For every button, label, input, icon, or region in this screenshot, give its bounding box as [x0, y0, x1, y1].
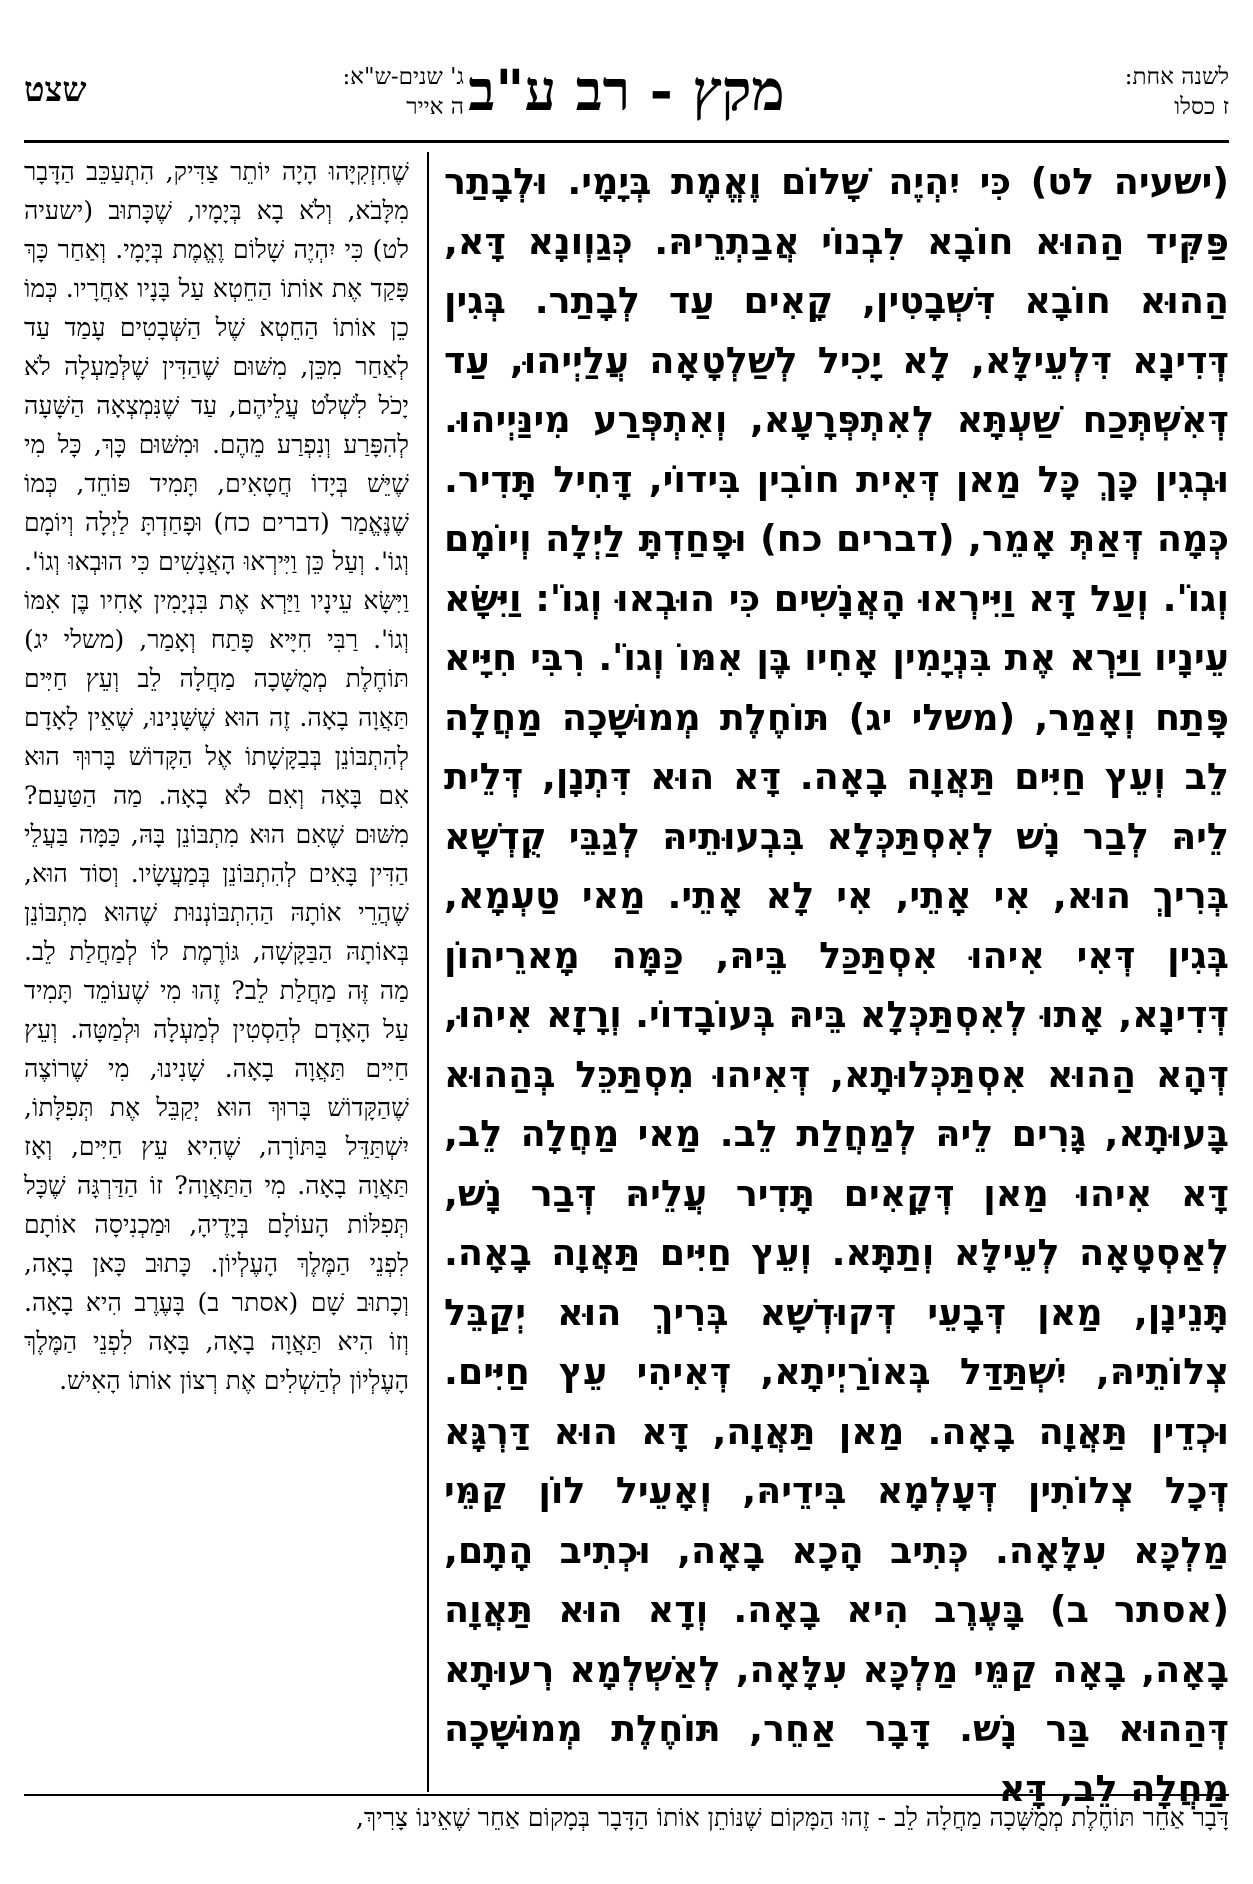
translation-text: שֶׁחִזְקִיָּהוּ הָיָה יוֹתֵר צַדִּיק, הִתְעַכֵּב הַדָּבָר מִלָּבֹא, וְלֹא בָא בְּיָמָיו, שֶׁכָּתוּב (ישעיה לט) כִּי יִהְיֶה שָׁלוֹם וֶאֱמֶת בְּיָמָי. וְאַחַר כָּךְ פָּקַד אֶת אוֹתוֹ הַחֵטְא עַל בָּנָיו אַחֲרָיו. כְּמוֹ כֵן אוֹתוֹ הַחֵטְא שֶׁל הַשְּׁבָטִים עָמַד עַד לְאַחַר מִכֵּן, מִשּׁוּם שֶׁהַדִּין שֶׁלְּמַעְלָה לֹא יָכֹל לִשְׁלֹט עֲלֵיהֶם, עַד שֶׁנִּמְצְאָה הַשָּׁעָה לְהִפָּרַע וְנִפְרַע מֵהֶם. וּמִשּׁוּם כָּךְ, כָּל מִי שֶׁיֵּשׁ בְּיָדוֹ חֲטָאִים, תָּמִיד פּוֹחֵד, כְּמוֹ שֶׁנֶּאֱמַר (דברים כח) וּפָחַדְתָּ לַיְלָה וְיוֹמָם וְגוֹ'. וְעַל כֵּן וַיִּירְאוּ הָאֲנָשִׁים כִּי הוּבְאוּ וְגוֹ'. וַיִּשָּׂא עֵינָיו וַיַּרְא אֶת בִּנְיָמִין אָחִיו בֶּן אִמּוֹ וְגוֹ'. רַבִּי חִיָּיא פָּתַח וְאָמַר, (משלי יג) תּוֹחֶלֶת מְמֻשָּׁכָה מַחֲלָה לֵב וְעֵץ חַיִּים תַּאֲוָה בָאָה. זֶה הוּא שֶׁשָּׁנִינוּ, שֶׁאֵין לָאָדָם לְהִתְבּוֹנֵן בְּבַקָּשָׁתוֹ אֶל הַקָּדוֹשׁ בָּרוּךְ הוּא אִם בָּאָה וְאִם לֹא בָאָה. מַה הַטַּעַם? מִשּׁוּם שֶׁאִם הוּא מִתְבּוֹנֵן בָּהּ, כַּמָּה בַּעֲלֵי הַדִּין בָּאִים לְהִתְבּוֹנֵן בְּמַעֲשָׂיו. וְסוֹד הוּא, שֶׁהֲרֵי אוֹתָהּ הַהִתְבּוֹנְנוּת שֶׁהוּא מִתְבּוֹנֵן בְּאוֹתָהּ הַבַּקָּשָׁה, גּוֹרֶמֶת לוֹ לְמַחֲלַת לֵב. מַה זֶּה מַחֲלַת לֵב? זֶהוּ מִי שֶׁעוֹמֵד תָּמִיד עַל הָאָדָם לְהַסְטִין לְמַעְלָה וּלְמַטָּה. וְעֵץ חַיִּים תַּאֲוָה בָאָה. שָׁנִינוּ, מִי שֶׁרוֹצֶה שֶׁהַקָּדוֹשׁ בָּרוּךְ הוּא יְקַבֵּל אֶת תְּפִלָּתוֹ, יִשְׁתַּדֵּל בַּתּוֹרָה, שֶׁהִיא עֵץ חַיִּים, וְאָז תַּאֲוָה בָאָה. מִי הַתַּאֲוָה? זוֹ הַדַּרְגָּה שֶׁכָּל תְּפִלּוֹת הָעוֹלָם בְּיָדֶיהָ, וּמַכְנִיסָה אוֹתָם לִפְנֵי הַמֶּלֶךְ הָעֶלְיוֹן. כָּתוּב כָּאן בָאָה, וְכָתוּב שָׁם (אסתר ב) בָּעֶרֶב הִיא בָאָה. וְזוֹ הִיא תַּאֲוָה בָאָה, בָּאָה לִפְנֵי הַמֶּלֶךְ הָעֶלְיוֹן לְהַשְׁלִים אֶת רְצוֹן אוֹתוֹ הָאִישׁ. — [24, 157, 409, 1395]
translation-column — [24, 152, 409, 1400]
footer-divider — [24, 1794, 1229, 1796]
header-divider — [24, 140, 1229, 143]
main-text-column — [444, 152, 1229, 1818]
header-three-years-date: ה אייר — [406, 94, 464, 120]
footer-translation-line: דָּבָר אַחֵר תּוֹחֶלֶת מְמֻשָּׁכָה מַחֲלָה לֵב - זֶהוּ הַמָּקוֹם שֶׁנּוֹתֵן אוֹתוֹ הַדָּבָר בְּמָקוֹם אַחֵר שֶׁאֵינוֹ צָרִיךְ, — [355, 1803, 1229, 1832]
main-text: (ישעיה לט) כִּי יִהְיֶה שָׁלוֹם וֶאֱמֶת בְּיָמָי. וּלְבָתַר פַּקִּיד הַהוּא חוֹבָא לִבְנוֹי אֲבַתְרֵיהּ. כְּגַוְונָא דָּא, הַהוּא חוֹבָא דִּשְׁבָטִין, קָאִים עַד לְבָתַר. בְּגִין דְּדִינָא דִּלְעֵילָּא, לָא יָכִיל לְשַׁלְטָאָה עֲלַיְיהוּ, עַד דְּאִשְׁתְּכַח שַׁעְתָּא לְאִתְפְּרָעָא, וְאִתְפְּרַע מִינַּיְיהוּ. וּבְגִין כָּךְ כָּל מַאן דְּאִית חוֹבִין בִּידוֹי, דָּחִיל תָּדִיר. כְּמָה דְּאַתְּ אָמֵר, (דברים כח) וּפָחַדְתָּ לַיְלָה וְיוֹמָם וְגוֹ'. וְעַל דָּא וַיִּירְאוּ הָאֲנָשִׁים כִּי הוּבְאוּ וְגוֹ': וַיִּשָּׂא עֵינָיו וַיַּרְא אֶת בִּנְיָמִין אָחִיו בֶּן אִמּוֹ וְגוֹ'. רִבִּי חִיָּיא פָּתַח וְאָמַר, (משלי יג) תּוֹחֶלֶת מְמוּשָׁכָה מַחֲלָה לֵב וְעֵץ חַיִּים תַּאֲוָה בָאָה. דָּא הוּא דִּתְנָן, דְּלֵית לֵיהּ לְבַר נָשׁ לְאִסְתַּכְּלָא בִּבְעוּתֵיהּ לְגַבֵּי קֻדְשָׁא בְּרִיךְ הוּא, אִי אָתֵי, אִי לָא אָתֵי. מַאי טַעְמָא, בְּגִין דְּאִי אִיהוּ אִסְתַּכַּל בֵּיהּ, כַּמָּה מָארֵיהוֹן דְּדִינָא, אָתוּ לְאִסְתַּכְּלָא בֵּיהּ בְּעוֹבָדוֹי. וְרָזָא אִיהוּ, דְּהָא הַהוּא אִסְתַּכְּלוּתָא, דְּאִיהוּ מִסְתַּכֵּל בְּהַהוּא בָּעוּתָא, גָּרִים לֵיהּ לְמַחֲלַת לֵב. מַאי מַחֲלָה לֵב, דָּא אִיהוּ מַאן דְּקָאִים תָּדִיר עֲלֵיהּ דְּבַר נָשׁ, לְאַסְטָאָה לְעֵילָּא וְתַתָּא. וְעֵץ חַיִּים תַּאֲוָה בָאָה. תָּנֵינָן, מַאן דְּבָעֵי דְּקוּדְשָׁא בְּרִיךְ הוּא יְקַבֵּל צְלוֹתֵיהּ, יִשְׁתַּדַּל בְּאוֹרַיְיתָא, דְּאִיהִי עֵץ חַיִּים. וּכְדֵין תַּאֲוָה בָאָה. מַאן תַּאֲוָה, דָּא הוּא דַּרְגָּא דְּכָל צְלוֹתִין דְּעָלְמָא בִּידֵיהּ, וְאָעֵיל לוֹן קַמֵּי מַלְכָּא עִלָּאָה. כְּתִיב הָכָא בָאָה, וּכְתִיב הָתָם, (אסתר ב) בָּעֶרֶב הִיא בָאָה. וְדָא הוּא תַּאֲוָה בָאָה, בָאָה קַמֵּי מַלְכָּא עִלָּאָה, לְאַשְׁלְמָא רְעוּתָא דְּהַהוּא בַּר נָשׁ. דָּבָר אַחֵר, תּוֹחֶלֶת מְמוּשָׁכָה מַחֲלָה לֵב, דָּא — [444, 160, 1229, 1810]
header-three-years-label: ג' שנים-ש"א: — [342, 64, 464, 90]
column-divider — [427, 152, 429, 1792]
page-number: שצט — [24, 70, 87, 110]
header-one-year-date: ז כסלו — [1174, 94, 1229, 120]
header-one-year-label: לשנה אחת: — [1124, 64, 1229, 90]
header-schedule-three-years — [224, 62, 464, 122]
page-header — [24, 56, 1229, 134]
page-title: מקץ - רב ע"ב — [468, 58, 785, 124]
